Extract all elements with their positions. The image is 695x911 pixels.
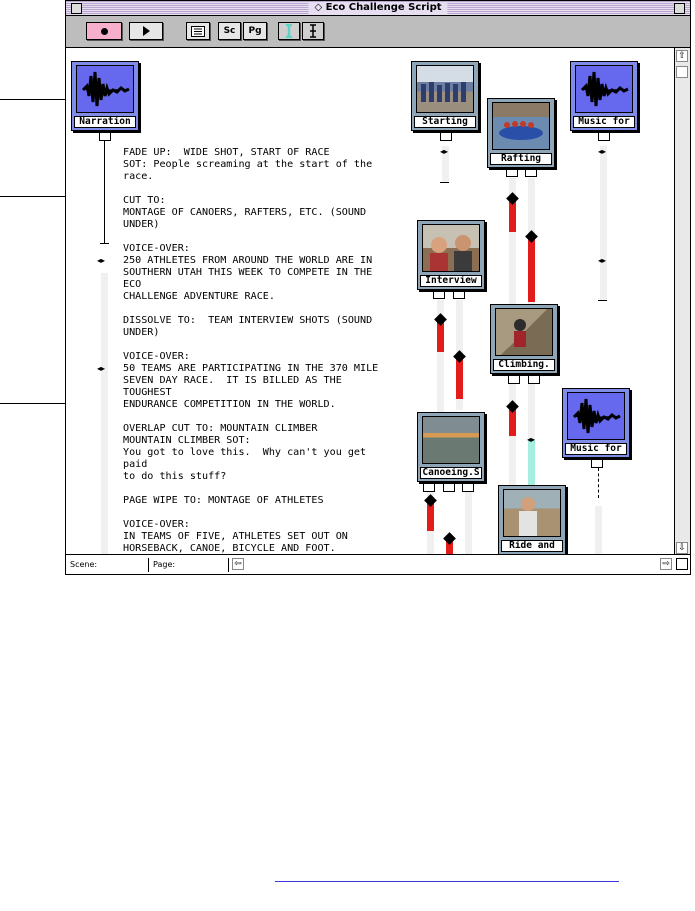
narration-arrows-1[interactable]: ◂▸ <box>97 256 106 265</box>
close-box[interactable] <box>71 3 82 14</box>
scroll-down-button[interactable]: ⇩ <box>676 542 688 554</box>
climbing-connector-2 <box>528 375 540 384</box>
music2-connector <box>591 459 603 468</box>
vertical-scrollbar[interactable] <box>674 48 690 556</box>
rafting-clip-bar-2 <box>528 234 535 302</box>
bottom-link-line <box>275 881 619 882</box>
music1-clip[interactable] <box>570 61 638 131</box>
play-button[interactable] <box>129 22 163 40</box>
starting-clip[interactable] <box>411 61 479 131</box>
zoom-box[interactable] <box>674 3 685 14</box>
page-field[interactable]: Page: <box>149 558 229 572</box>
canoeing-caption: Canoeing.S <box>420 467 482 479</box>
play-icon <box>143 26 150 36</box>
scene-button[interactable]: Sc <box>218 22 241 40</box>
rafting-caption: Rafting <box>490 153 552 165</box>
ride-thumbnail <box>503 489 561 537</box>
canoeing-thumbnail <box>422 416 480 464</box>
starting-photo <box>417 66 473 112</box>
music1-caption: Music for <box>573 116 635 128</box>
rafting-connector-2 <box>525 168 537 177</box>
climbing-photo <box>496 309 552 355</box>
script-text[interactable]: FADE UP: WIDE SHOT, START OF RACE SOT: People screaming at the start of the race. CUT TO: MONTAGE OF CANOERS, RAFTERS, ETC. (SOUND UNDER) VOICE-OVER: 250 ATHLETES FROM AROUND THE WORLD ARE IN SOUTHERN UTAH THIS WEEK TO COMPETE IN THE ECO CHALLENGE ADVENTURE RACE. DISSOLVE TO: TEAM INTERVIEW SHOTS (SOUND UNDER) VOICE-OVER: 50 TEAMS ARE PARTICIPATING IN THE 370 MILE SEVEN DAY RACE. IT IS BILLED AS THE TOUGHEST ENDURANCE COMPETITION IN THE WORLD. OVERLAP CUT TO: MOUNTAIN CLIMBER MOUNTAIN CLIMBER SOT: You got to love this. Why can't you get paid to do this stuff? PAGE WIPE TO: MONTAGE OF ATHLETES VOICE-OVER: IN TEAMS OF FIVE, ATHLETES SET OUT ON HORSEBACK, CANOE, BICYCLE AND FOOT. <box>123 147 379 554</box>
rafting-thumbnail <box>492 102 550 150</box>
rafting-clip[interactable] <box>487 98 555 168</box>
list-view-button[interactable] <box>186 22 210 40</box>
ride-caption: Ride and <box>501 540 563 552</box>
narration-waveform <box>76 65 134 113</box>
insert-cursor-tool[interactable] <box>302 22 324 40</box>
ride-photo <box>504 490 560 536</box>
text-cursor-icon <box>284 24 294 38</box>
canoeing-clip[interactable] <box>417 412 485 482</box>
page-button[interactable]: Pg <box>243 22 267 40</box>
canoeing-connector-3 <box>462 483 474 492</box>
interview-connector-2 <box>453 290 465 299</box>
music2-waveform <box>567 392 625 440</box>
text-cursor-tool[interactable] <box>278 22 300 40</box>
music1-connector <box>598 132 610 141</box>
canoeing-connector-2 <box>443 483 455 492</box>
interview-caption: Interview <box>420 275 482 287</box>
music2-track <box>595 506 602 556</box>
starting-thumbnail <box>416 65 474 113</box>
music1-arrows-2[interactable]: ◂▸ <box>598 256 607 265</box>
scroll-right-button[interactable]: ⇨ <box>660 558 672 570</box>
interview-clip[interactable] <box>417 220 485 290</box>
narration-clip[interactable] <box>71 61 139 131</box>
music1-track <box>600 146 607 300</box>
waveform-icon <box>77 66 133 112</box>
starting-end <box>440 182 449 183</box>
narration-connector <box>99 132 111 141</box>
starting-connector <box>440 132 452 141</box>
title-bar[interactable] <box>66 1 690 16</box>
insert-cursor-icon <box>308 24 318 38</box>
narration-arrows-2[interactable]: ◂▸ <box>97 364 106 373</box>
script-window <box>65 0 691 575</box>
resize-box[interactable] <box>676 558 688 570</box>
narration-caption: Narration <box>74 116 136 128</box>
interview-thumbnail <box>422 224 480 272</box>
scroll-left-button[interactable]: ⇦ <box>232 558 244 570</box>
list-icon <box>191 26 205 37</box>
waveform-icon <box>576 66 632 112</box>
status-bar <box>66 554 690 574</box>
interview-photo <box>423 225 479 271</box>
record-button[interactable] <box>86 22 122 40</box>
climbing-audio-bar <box>528 439 535 487</box>
starting-caption: Starting <box>414 116 476 128</box>
climbing-connector-1 <box>508 375 520 384</box>
music1-arrows-1[interactable]: ◂▸ <box>598 147 607 156</box>
climbing-clip[interactable] <box>490 304 558 374</box>
music2-cue-line <box>598 468 599 498</box>
ride-clip[interactable] <box>498 485 566 555</box>
narration-track <box>101 273 108 556</box>
starting-arrows[interactable]: ◂▸ <box>440 147 449 156</box>
climbing-arrows[interactable]: ◂▸ <box>527 435 536 444</box>
canoeing-connector-1 <box>423 483 435 492</box>
music1-waveform <box>575 65 633 113</box>
music2-caption: Music for <box>565 443 627 455</box>
narration-cue-line <box>104 141 105 243</box>
interview-connector-1 <box>433 290 445 299</box>
rafting-connector-1 <box>506 168 518 177</box>
scene-field[interactable]: Scene: <box>66 558 149 572</box>
toolbar <box>66 16 690 48</box>
rafting-photo <box>493 103 549 149</box>
climbing-thumbnail <box>495 308 553 356</box>
waveform-icon <box>568 393 624 439</box>
music2-clip[interactable] <box>562 388 630 458</box>
scroll-up-button[interactable]: ⇧ <box>676 50 688 62</box>
climbing-caption: Climbing. <box>493 359 555 371</box>
record-icon <box>101 28 108 35</box>
scroll-thumb[interactable] <box>676 66 688 78</box>
narration-cue-end <box>100 243 109 244</box>
window-title: ◇ Eco Challenge Script <box>308 2 447 14</box>
music1-end <box>598 300 607 301</box>
script-content <box>66 48 676 556</box>
canoeing-track-3 <box>465 492 472 556</box>
